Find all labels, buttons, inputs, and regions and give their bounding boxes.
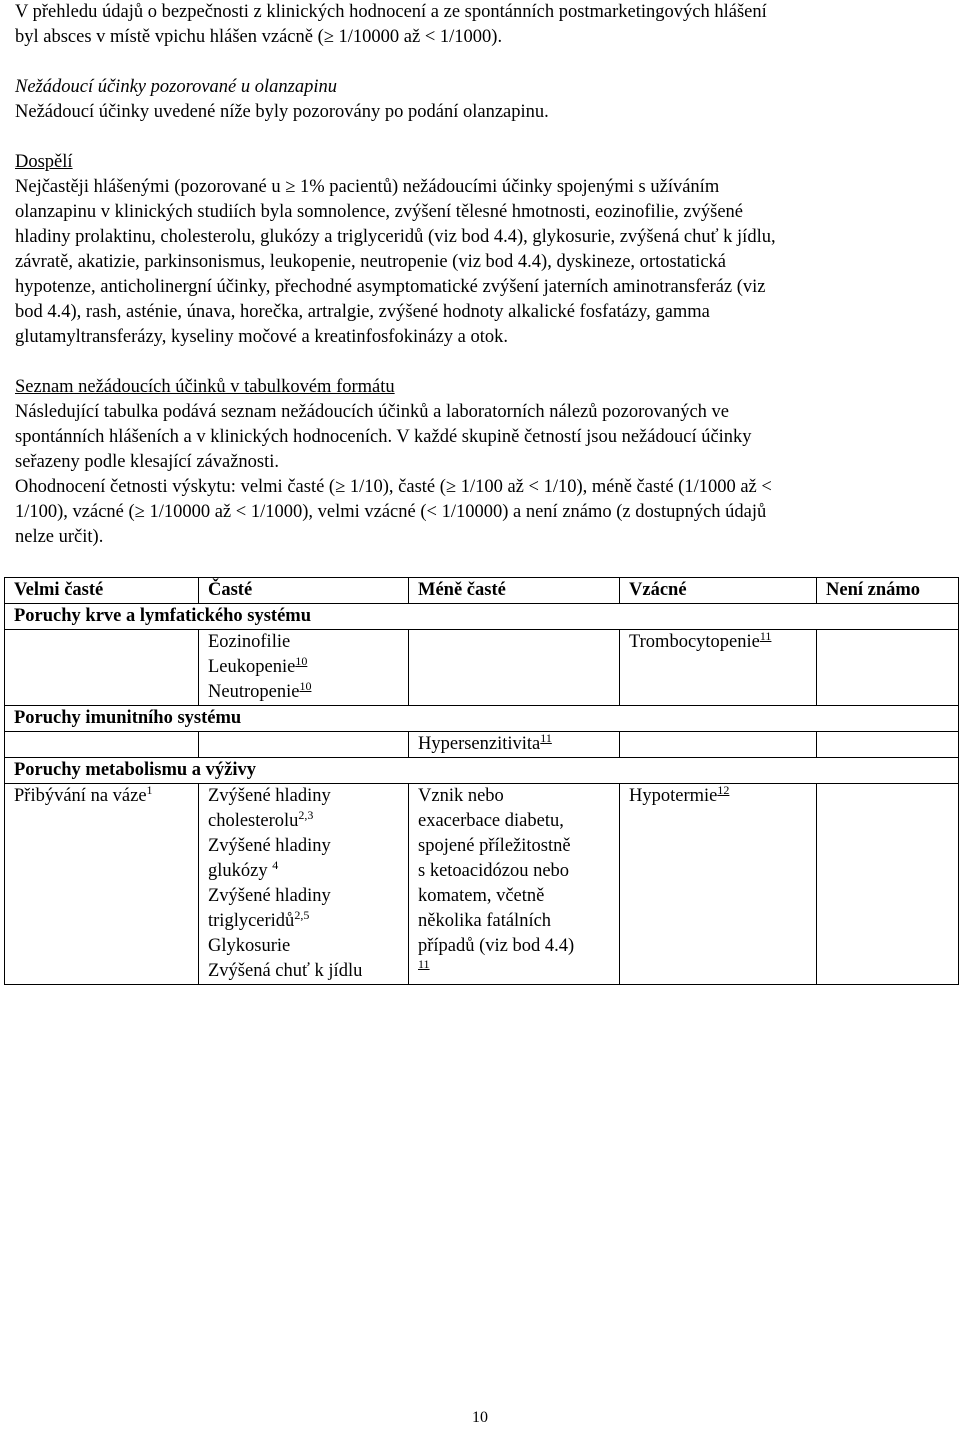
column-header: Velmi časté <box>5 578 199 604</box>
table-cell <box>817 784 959 985</box>
cell-item: Leukopenie$^{10}$ <box>208 654 308 677</box>
cell-item: případů (viz bod 4.4) <box>418 936 575 956</box>
table-row <box>5 758 959 784</box>
table-cell <box>409 732 620 758</box>
cell-item: s ketoacidózou nebo <box>418 861 570 881</box>
table-row <box>5 630 959 706</box>
text-line: hladiny prolaktinu, cholesterolu, glukózy a triglyceridů (viz bod 4.4), glykosurie, zvýšená chuť k jídlu, <box>15 227 776 247</box>
cell-item: Zvýšené hladiny <box>208 886 331 906</box>
section-heading: Dospělí <box>15 152 73 172</box>
table-cell <box>199 784 409 985</box>
table-row <box>5 732 959 758</box>
soc-heading: Poruchy krve a lymfatického systému <box>5 604 959 630</box>
page-number: 10 <box>472 1409 488 1426</box>
text-line: seřazeny podle klesající závažnosti. <box>15 452 280 472</box>
cell-item: komatem, včetně <box>418 886 545 906</box>
cell-item: Eozinofilie <box>208 632 291 652</box>
cell-item: cholesterolu$^{2,3}$ <box>208 808 314 831</box>
text-line: hypotenze, anticholinergní účinky, přechodné asymptomatické zvýšení jaterních aminotransferáz (viz <box>15 277 766 297</box>
observed-section <box>15 75 945 125</box>
section-heading: Seznam nežádoucích účinků v tabulkovém formátu <box>15 377 395 397</box>
text-line: V přehledu údajů o bezpečnosti z klinických hodnocení a ze spontánních postmarketingových hlášení <box>15 2 767 22</box>
cell-item: Zvýšená chuť k jídlu <box>208 961 363 981</box>
cell-item: Hypotermie$^{12}$ <box>629 783 730 806</box>
table-cell <box>5 784 199 985</box>
soc-heading: Poruchy imunitního systému <box>5 706 959 732</box>
text-line: spontánních hlášeních a v klinických hodnoceních. V každé skupině četností jsou nežádoucí účinky <box>15 427 752 447</box>
text-line: olanzapinu v klinických studiích byla somnolence, zvýšení tělesné hmotnosti, eozinofilie, zvýšené <box>15 202 743 222</box>
soc-heading: Poruchy metabolismu a výživy <box>5 758 959 784</box>
text-line: byl absces v místě vpichu hlášen vzácně (≥ 1/10000 až < 1/1000). <box>15 27 503 47</box>
table-cell <box>817 630 959 706</box>
cell-item: glukózy $^4$ <box>208 858 279 881</box>
text-line: 1/100), vzácné (≥ 1/10000 až < 1/1000), velmi vzácné (< 1/10000) a není známo (z dostupných údajů <box>15 502 767 522</box>
section-heading: Nežádoucí účinky pozorované u olanzapinu <box>15 77 337 97</box>
text-line: bod 4.4), rash, asténie, únava, horečka, artralgie, zvýšené hodnoty alkalické fosfatázy, gamma <box>15 302 710 322</box>
cell-item: triglyceridů$^{2,5}$ <box>208 908 310 931</box>
text-line: závratě, akatizie, parkinsonismus, leukopenie, neutropenie (viz bod 4.4), dyskineze, ortostatická <box>15 252 726 272</box>
cell-item: Glykosurie <box>208 936 291 956</box>
column-header: Není známo <box>817 578 959 604</box>
column-header: Časté <box>199 578 409 604</box>
table-cell <box>620 784 817 985</box>
column-header: Méně časté <box>409 578 620 604</box>
text-line: nelze určit). <box>15 527 104 547</box>
text-line: Nežádoucí účinky uvedené níže byly pozorovány po podání olanzapinu. <box>15 102 549 122</box>
table-cell <box>5 630 199 706</box>
cell-item: Přibývání na váze$^1$ <box>14 783 153 806</box>
column-header: Vzácné <box>620 578 817 604</box>
cell-item: několika fatálních <box>418 911 552 931</box>
table-cell <box>199 732 409 758</box>
table-cell <box>409 630 620 706</box>
table-cell <box>5 732 199 758</box>
cell-item: Zvýšené hladiny <box>208 836 331 856</box>
cell-item: Zvýšené hladiny <box>208 786 331 806</box>
intro-paragraph <box>15 0 945 50</box>
table-cell <box>199 630 409 706</box>
text-line: glutamyltransferázy, kyseliny močové a kreatinfosfokinázy a otok. <box>15 327 508 347</box>
table-cell <box>409 784 620 985</box>
table-row <box>5 784 959 985</box>
table-row <box>5 604 959 630</box>
text-line: Následující tabulka podává seznam nežádoucích účinků a laboratorních nálezů pozorovaných ve <box>15 402 730 422</box>
cell-item: 11 <box>418 957 430 971</box>
adverse-reactions-table <box>4 577 959 985</box>
cell-item: Neutropenie$^{10}$ <box>208 679 312 702</box>
cell-item: spojené příležitostně <box>418 836 571 856</box>
list-section <box>15 375 945 550</box>
table-cell <box>620 732 817 758</box>
text-line: Nejčastěji hlášenými (pozorované u ≥ 1% pacientů) nežádoucími účinky spojenými s užíváním <box>15 177 720 197</box>
text-line: Ohodnocení četnosti výskytu: velmi časté (≥ 1/10), časté (≥ 1/100 až < 1/10), méně časté (1/1000 až < <box>15 477 772 497</box>
cell-item: Vznik nebo <box>418 786 504 806</box>
table-cell <box>620 630 817 706</box>
cell-item: Trombocytopenie$^{11}$ <box>629 629 772 652</box>
table-cell <box>817 732 959 758</box>
table-row <box>5 706 959 732</box>
table-header-row <box>5 578 959 604</box>
adults-section <box>15 150 945 350</box>
cell-item: Hypersenzitivita$^{11}$ <box>418 731 552 754</box>
cell-item: exacerbace diabetu, <box>418 811 564 831</box>
